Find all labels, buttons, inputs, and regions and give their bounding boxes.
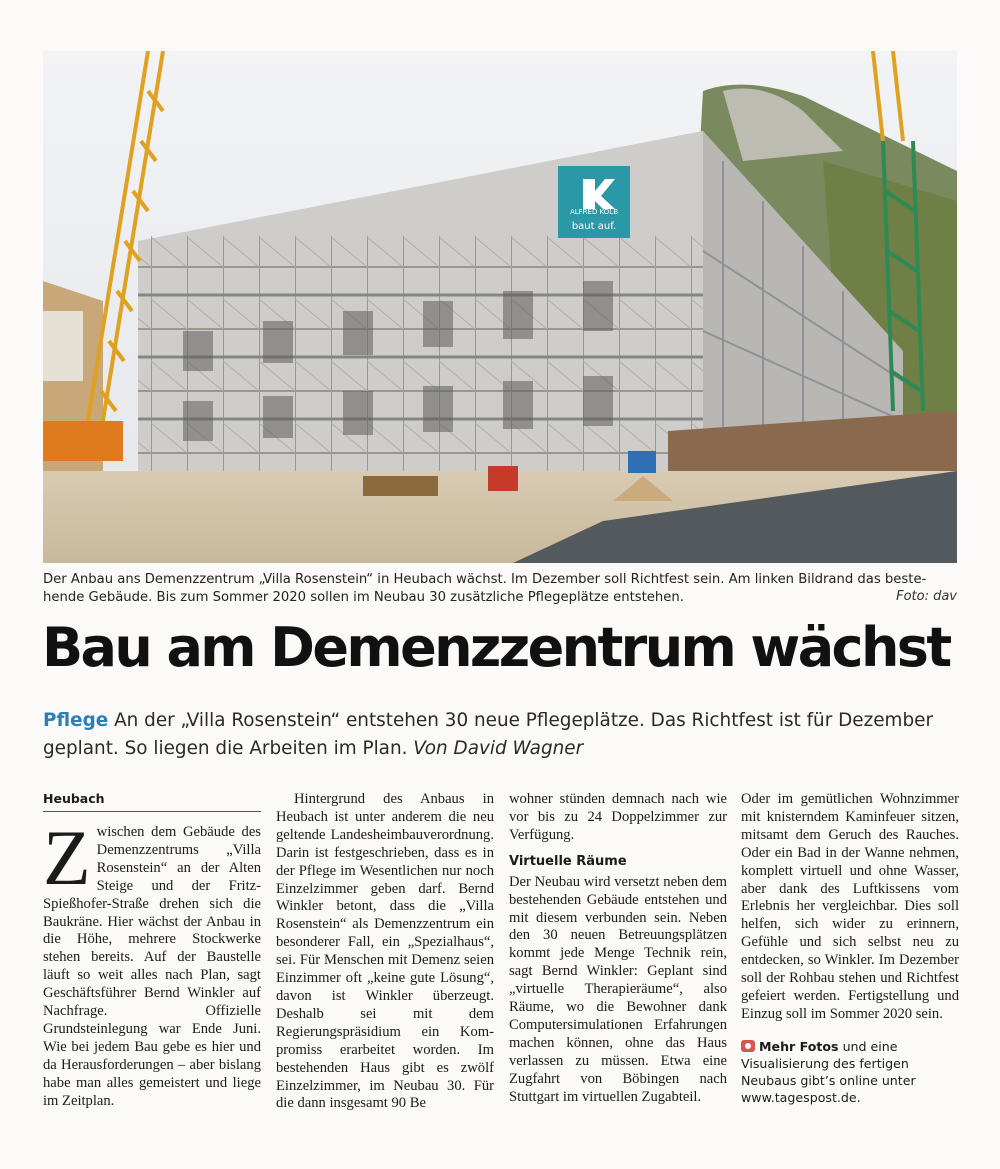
photo-credit: Foto: dav — [896, 589, 957, 604]
article-photo — [43, 51, 957, 563]
camera-icon — [741, 1040, 755, 1052]
photo-caption — [43, 571, 957, 607]
more-photos-text: und eine Visualisierung des fertigen Neubaus gibt’s online unter www.tagespost.de. — [741, 1038, 916, 1105]
dateline: Heubach — [43, 791, 261, 812]
article-column-4 — [741, 791, 959, 1106]
svg-text:baut auf.: baut auf. — [571, 221, 617, 232]
paragraph-3: wohner stünden demnach nach wie vor bis zu 24 Doppelzimmer zur Verfügung. — [509, 791, 727, 843]
subheading: Virtuelle Räume — [509, 853, 627, 869]
paragraph-4: Der Neubau wird versetzt neben dem bestehenden Gebäude entstehen und mit diesem verbunden sein. Neben den 30 neuen Betreuungsplätzen kommt jede Menge Technik rein, sagt Bernd Winkler: Geplant sind „virtuelle Therapieräume“, also Räume, wo die Bewohner dank Computersimulationen Erfahrungen machen können, ohne das Haus verlassen zu müssen. Etwa eine Zugfahrt von Böbingen nach Stuttgart im virtuellen Zugabteil. — [509, 873, 727, 1105]
teaser-kicker: Pflege — [43, 710, 109, 731]
headline: Bau am Demenzzentrum wächst — [42, 616, 950, 679]
teaser-text: An der „Villa Rosenstein“ entstehen 30 neue Pflegeplätze. Das Richtfest ist für Dezember geplant. So liegen die Arbeiten im Plan. — [43, 710, 934, 759]
caption-line-1: Der Anbau ans Demenzzentrum „Villa Rosenstein“ in Heubach wächst. Im Dezember soll Richtfest sein. Am linken Bildrand das beste- — [43, 572, 927, 587]
svg-text:ALFRED KOLB: ALFRED KOLB — [569, 208, 619, 216]
construction-site-image — [43, 51, 957, 563]
article-column-2 — [276, 791, 494, 1113]
paragraph-5: Oder im gemütlichen Wohnzimmer mit knisterndem Kaminfeuer sitzen, mitsamt dem Geruch des Rauches. Oder ein Bad in der Wanne nehmen, komplett virtuell und ohne Wasser, aber dank des Luftkissens vom Erlebnis her vergleichbar. Dies soll helfen, sich wider zu erinnern, Gefühle und sich selbst neu zu entdecken, so Winkler. Im Dezember soll der Rohbau stehen und Richtfest gefeiert werden. Fertigstellung und Einzug soll im Sommer 2020 sein. — [741, 791, 959, 1022]
article-column-1 — [43, 791, 261, 1111]
article-column-3 — [509, 791, 727, 1107]
drop-cap: Z — [43, 814, 91, 901]
caption-line-2: hende Gebäude. Bis zum Sommer 2020 sollen im Neubau 30 zusätzliche Pflegeplätze entstehen. — [43, 590, 684, 605]
paragraph-1: wischen dem Gebäude des Demenzzentrums „Villa Rosenstein“ an der Alten Steige und der Fritz-Spießhofer-Straße drehen sich die Baukräne. Hier wächst der Anbau in die Höhe, mehrere Stockwerke stehen bereits. Auf der Baustelle läuft so weit alles nach Plan, sagt Geschäftsführer Bernd Winkler auf Nachfrage. Offizielle Grundsteinlegung war Ende Juni. Wie bei jedem Bau gebe es hier und da Herausforderungen – aber bislang habe man alles gemeistert und liege im Zeitplan. — [43, 824, 261, 1109]
teaser — [43, 707, 957, 763]
byline: Von David Wagner — [413, 738, 584, 759]
more-photos-info — [741, 1038, 959, 1106]
more-photos-label: Mehr Fotos — [759, 1038, 839, 1054]
paragraph-2: Hintergrund des Anbaus in Heubach ist unter anderem die neu geltende Landesheimbauverordnung. Darin ist festgeschrieben, dass es in der Pflege im Wesentlichen nur noch Einzelzimmer geben darf. Bernd Winkler betont, dass die „Villa Rosenstein“ als Demenzzentrum ein besonderer Fall, ein „Spezialhaus“, sei. Für Menschen mit Demenz seien Einzimmer oft „keine gute Lösung“, davon ist Winkler überzeugt. Deshalb sei mit dem Regierungspräsidium ein Kompromiss erarbeitet worden. Im bestehenden Haus gibt es zwölf Einzelzimmer, im Neubau 30. Für die dann insgesamt 90 Be — [276, 791, 494, 1112]
